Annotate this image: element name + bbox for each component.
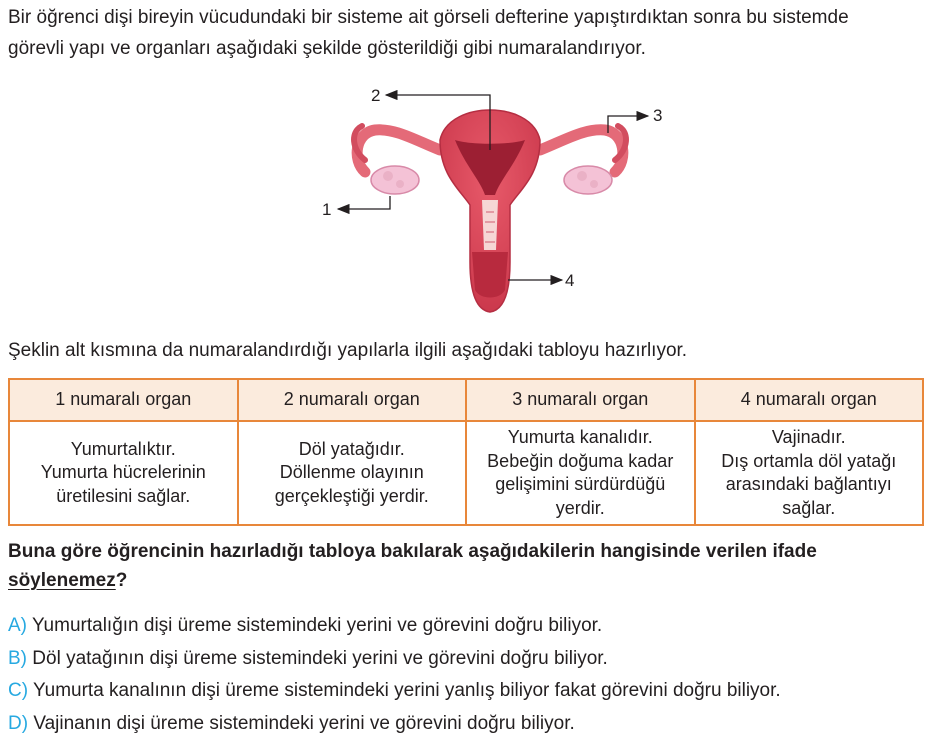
intro-line-1: Bir öğrenci dişi bireyin vücudundaki bir sisteme ait görseli defterine yapıştırdıktan sonra bu sistemde [8, 7, 849, 28]
option-letter: A) [8, 615, 27, 636]
question-mark: ? [115, 570, 128, 591]
option-text: Yumurta kanalının dişi üreme sistemindeki yerini yanlış biliyor fakat görevini doğru biliyor. [33, 680, 781, 701]
cell-line: Döl yatağıdır. [298, 438, 405, 459]
option-text: Vajinanın dişi üreme sistemindeki yerini ve görevini doğru biliyor. [33, 712, 575, 734]
cell-organ-3 [466, 421, 695, 525]
organ-table [8, 378, 924, 526]
cell-line: Yumurta kanalıdır. [507, 427, 653, 447]
cell-organ-2 [238, 421, 467, 525]
option-d[interactable] [8, 708, 938, 741]
cell-line: gelişimini sürdürdüğü [495, 474, 666, 494]
header-organ-4: 4 numaralı organ [695, 379, 924, 421]
left-ovary-shape [371, 166, 419, 194]
cell-organ-1 [9, 421, 238, 525]
question-emphasis: söylenemez [8, 570, 116, 591]
cell-line: Dış ortamla döl yatağı [721, 450, 897, 471]
header-organ-1: 1 numaralı organ [9, 379, 238, 421]
uterus-illustration [300, 78, 680, 328]
cell-organ-4 [695, 421, 924, 525]
lead-text: Şeklin alt kısmına da numaralandırdığı yapılarla ilgili aşağıdaki tabloyu hazırlıyor. [8, 340, 688, 361]
cell-line: arasındaki bağlantıyı [725, 474, 892, 494]
cell-line: Vajinadır. [771, 427, 846, 447]
answer-options [8, 610, 938, 740]
option-letter: C) [8, 680, 29, 701]
option-b[interactable] [8, 643, 938, 676]
intro-line-2: görevli yapı ve organları aşağıdaki şekilde gösterildiği gibi numaralandırıyor. [8, 38, 646, 59]
option-text: Döl yatağının dişi üreme sistemindeki yerini ve görevini doğru biliyor. [32, 647, 608, 669]
label-1: 1 [322, 200, 332, 219]
cell-line: Bebeğin doğuma kadar [487, 450, 674, 471]
question-text [8, 537, 938, 595]
option-letter: B) [8, 647, 27, 669]
table-header-row [9, 379, 923, 421]
cell-line: gerçekleştiği yerdir. [274, 485, 429, 506]
option-text: Yumurtalığın dişi üreme sistemindeki yerini ve görevini doğru biliyor. [31, 615, 603, 636]
option-a[interactable] [8, 610, 938, 643]
label-3: 3 [653, 106, 663, 125]
label-4: 4 [565, 271, 575, 290]
cell-line: üretilesini sağlar. [56, 485, 191, 506]
cell-line: Yumurtalıktır. [70, 438, 176, 459]
intro-text [8, 2, 938, 64]
header-organ-3: 3 numaralı organ [466, 379, 695, 421]
cell-line: Yumurta hücrelerinin [40, 462, 206, 483]
question-stem: Buna göre öğrencinin hazırladığı tabloya bakılarak aşağıdakilerin hangisinde verilen ifade [8, 541, 817, 562]
option-letter: D) [8, 712, 29, 734]
table-row [9, 421, 923, 525]
reproductive-system-figure [300, 78, 680, 328]
cell-line: Döllenme olayının [279, 462, 424, 483]
header-organ-2: 2 numaralı organ [238, 379, 467, 421]
cell-line: yerdir. [555, 497, 605, 518]
right-tube-shape [540, 130, 623, 172]
label-2: 2 [371, 86, 381, 105]
right-ovary-shape [564, 166, 612, 194]
option-c[interactable] [8, 675, 938, 708]
cell-line: sağlar. [782, 497, 836, 518]
